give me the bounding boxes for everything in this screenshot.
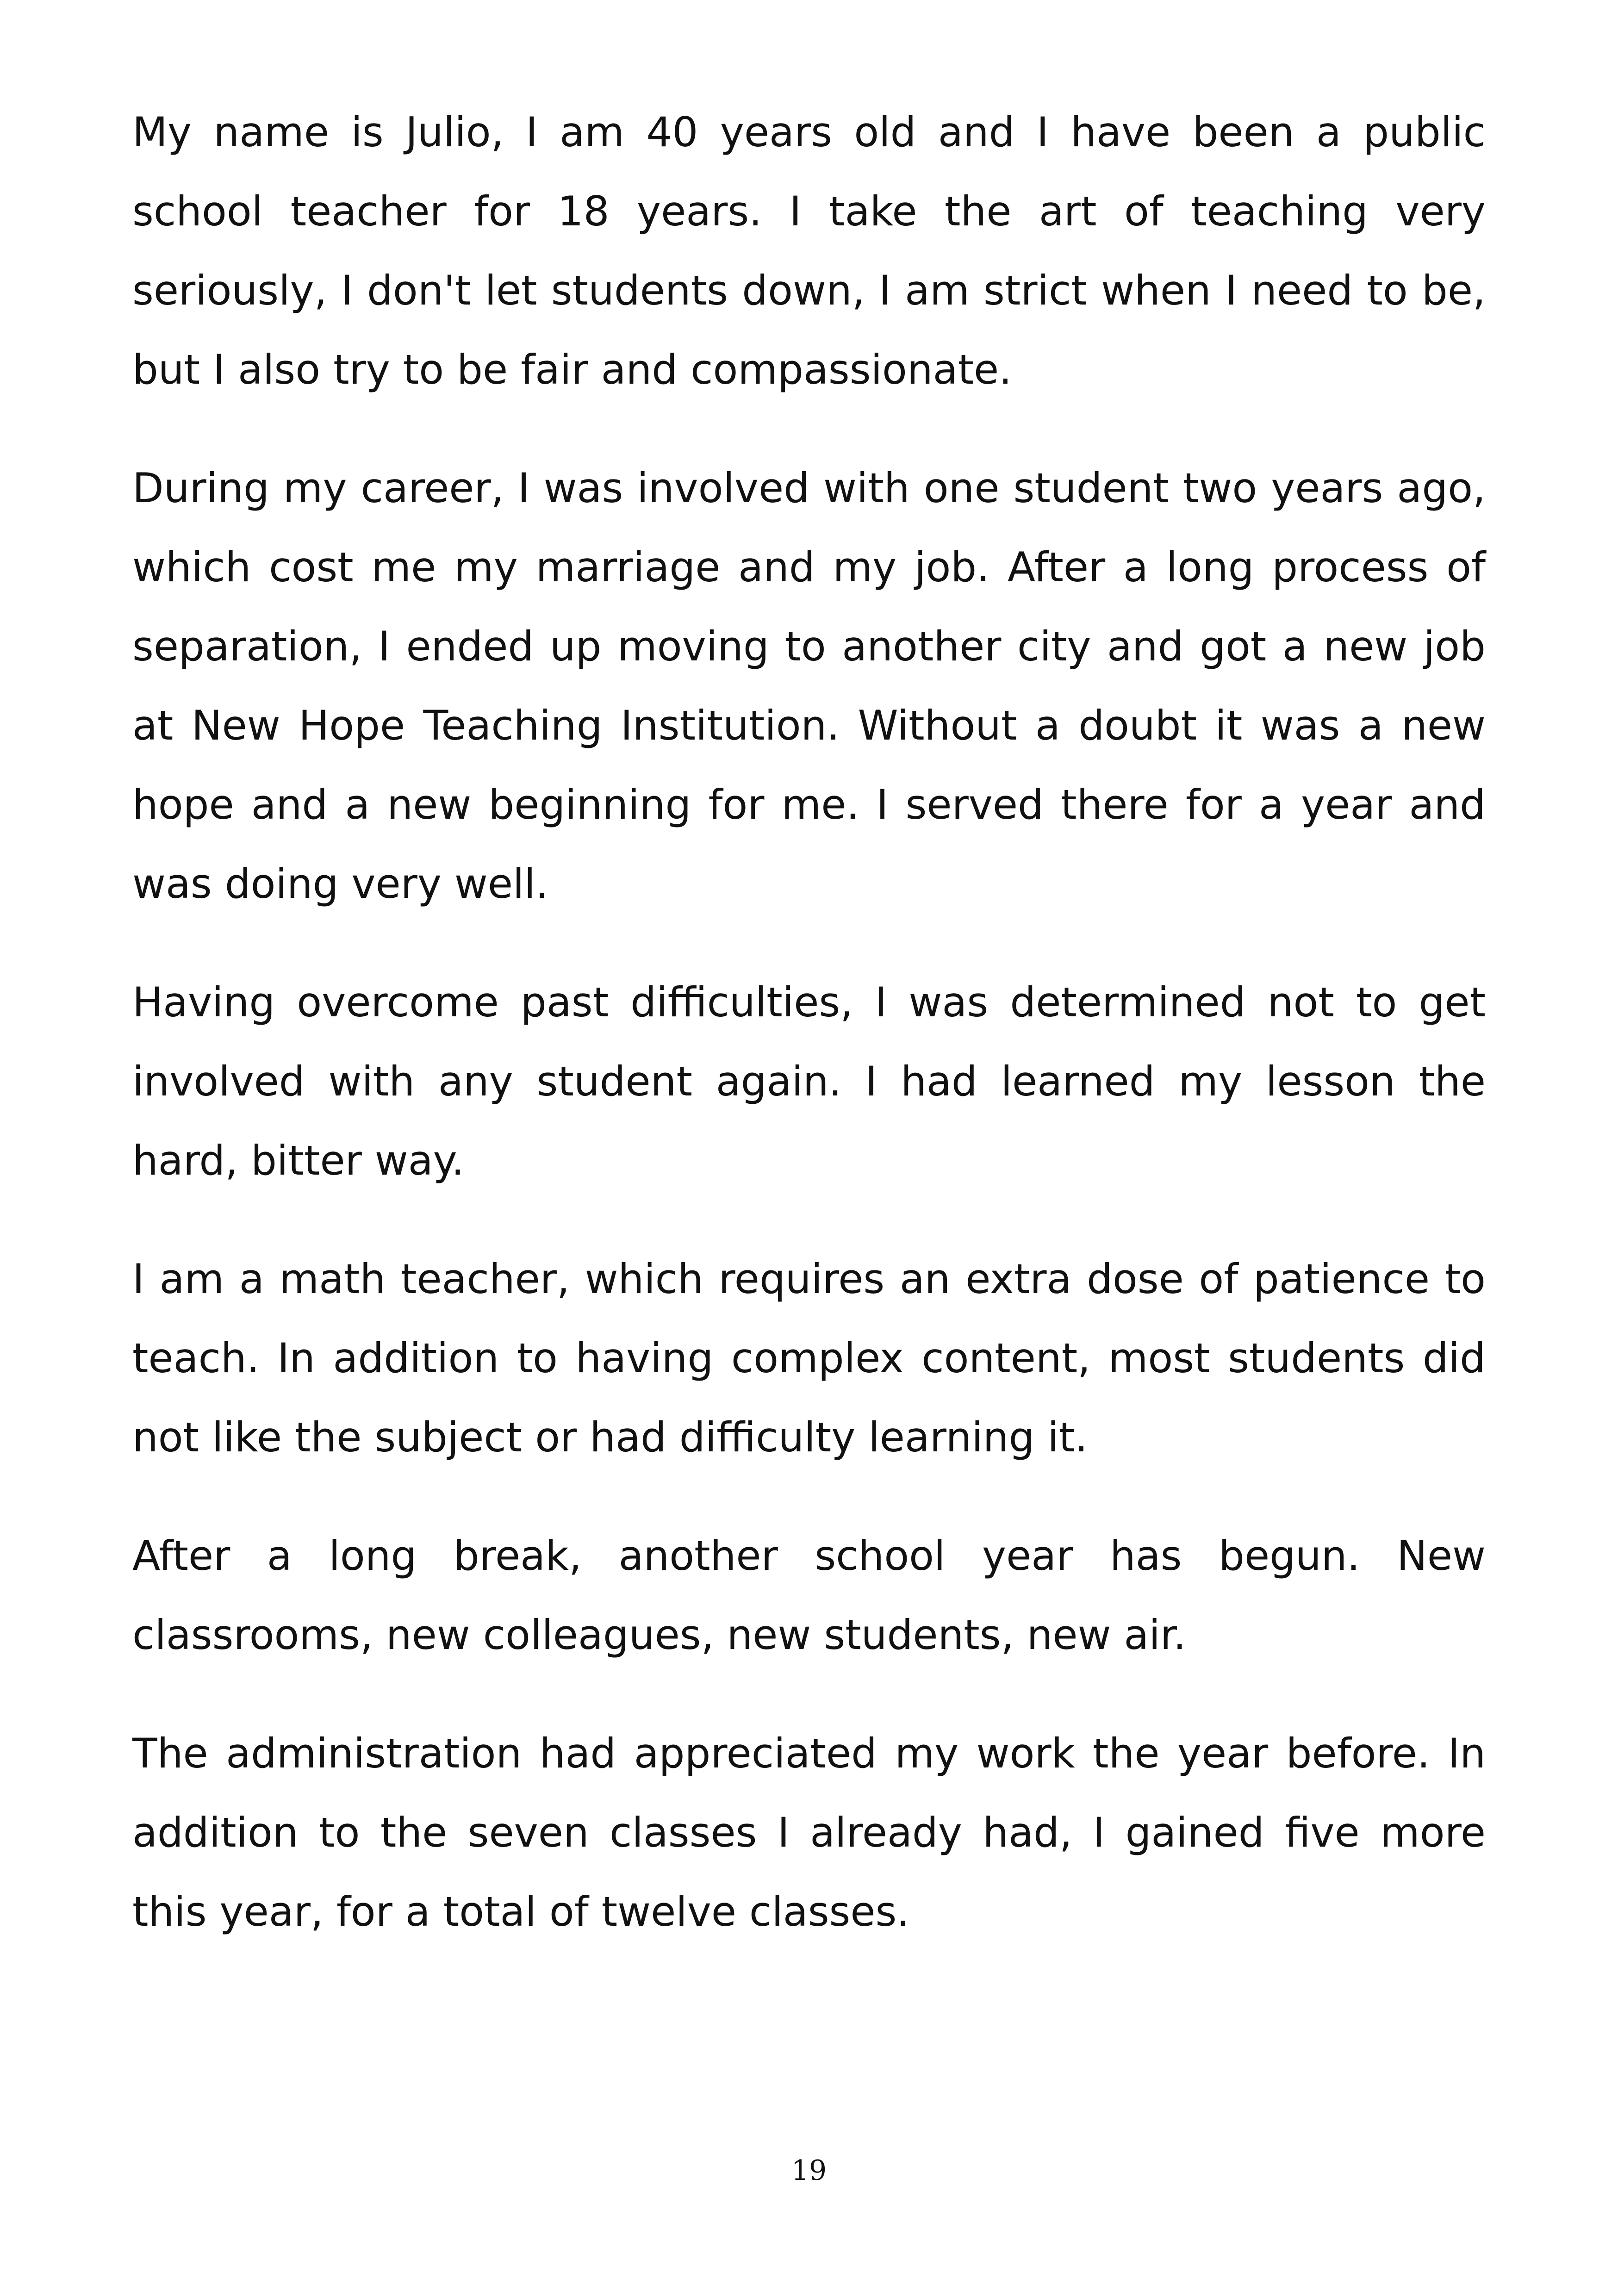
paragraph: My name is Julio, I am 40 years old and I have been a public school teacher for 18 years. I take the art of teaching very seriously, I don't let students down, I am strict when I need to be, but I also try to be fair and compassionate. [132, 108, 1486, 393]
body-text [132, 93, 1486, 1991]
paragraph: I am a math teacher, which requires an extra dose of patience to teach. In addition to having complex content, most students did not like the subject or had difficulty learning it. [132, 1255, 1486, 1461]
paragraph: After a long break, another school year has begun. New classrooms, new colleagues, new students, new air. [132, 1532, 1486, 1659]
paragraph: During my career, I was involved with one student two years ago, which cost me my marriage and my job. After a long process of separation, I ended up moving to another city and got a new job at New Hope Teaching Institution. Without a doubt it was a new hope and a new beginning for me. I served there for a year and was doing very well. [132, 464, 1486, 908]
paragraph: The administration had appreciated my work the year before. In addition to the seven classes I already had, I gained five more this year, for a total of twelve classes. [132, 1730, 1486, 1935]
page-number: 19 [791, 2154, 827, 2187]
paragraph: Having overcome past difficulties, I was determined not to get involved with any student again. I had learned my lesson the hard, bitter way. [132, 978, 1486, 1184]
